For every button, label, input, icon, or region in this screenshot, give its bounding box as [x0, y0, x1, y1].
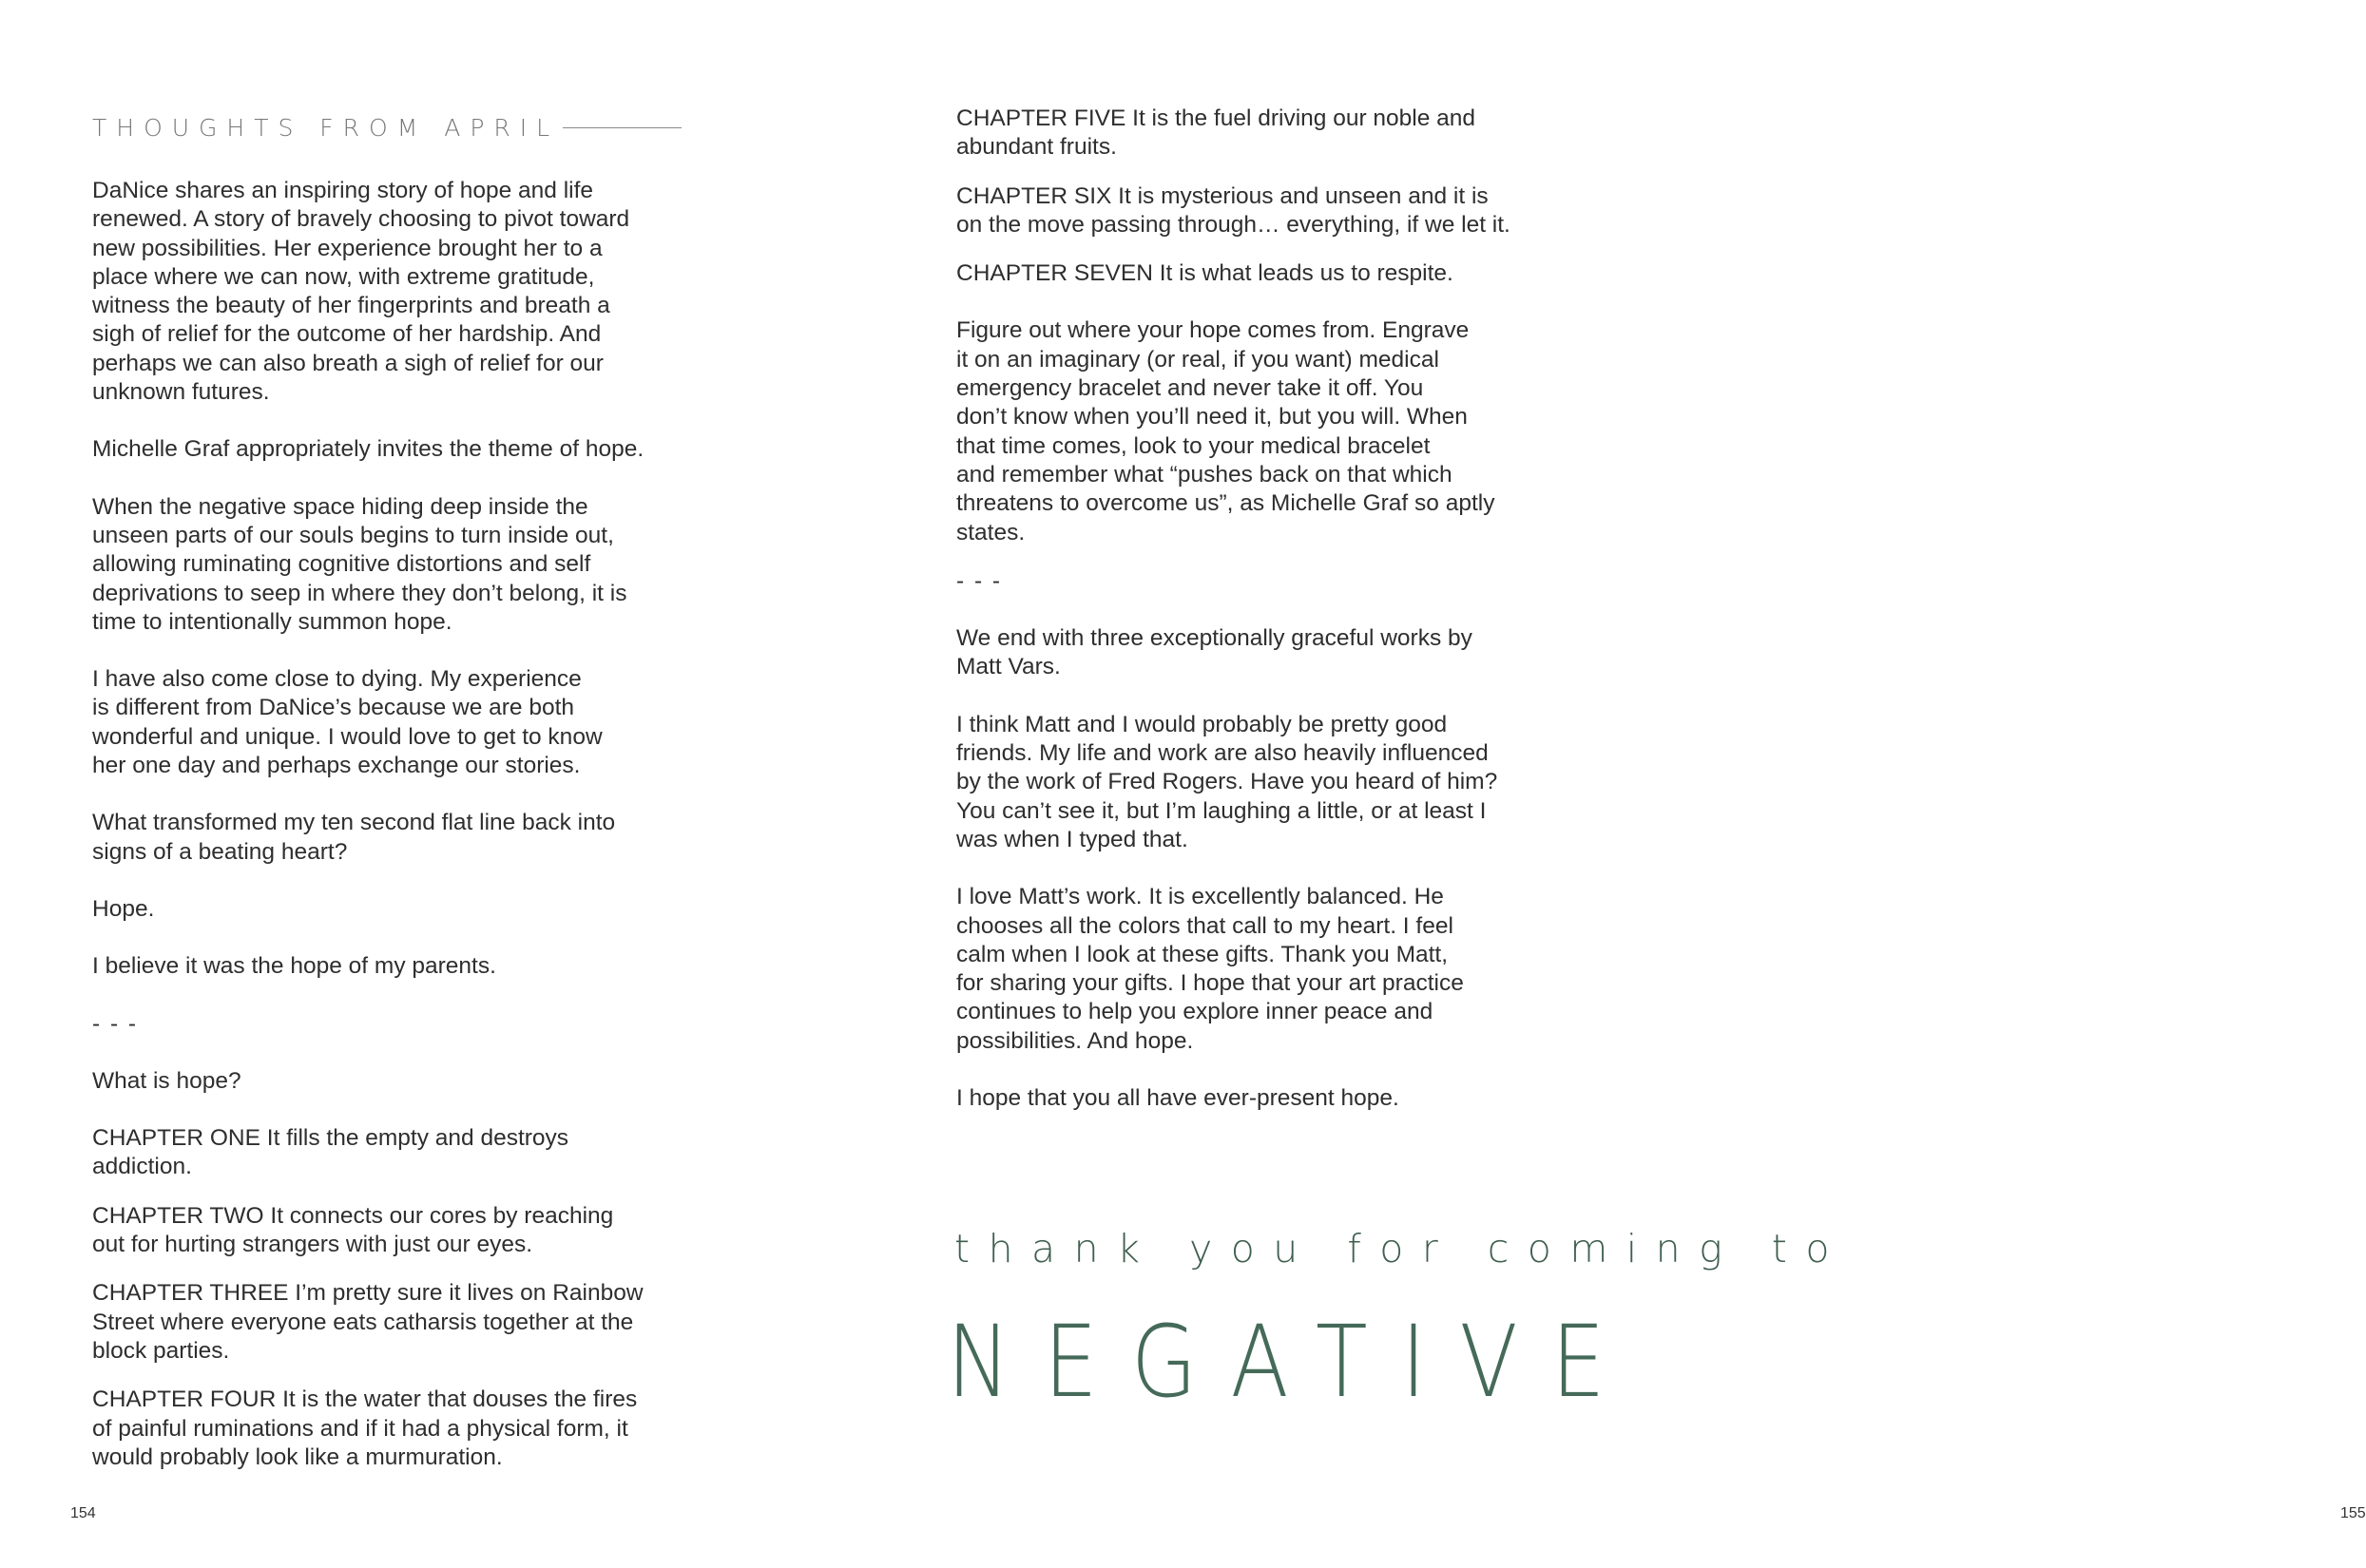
- left-page: [0, 0, 808, 1568]
- body-paragraph: We end with three exceptionally graceful works by Matt Vars.: [956, 625, 1472, 680]
- body-paragraph: I hope that you all have ever-present hope.: [956, 1085, 1399, 1112]
- chapter-paragraph: CHAPTER FIVE It is the fuel driving our noble and abundant fruits.: [956, 105, 1476, 161]
- chapter-paragraph: CHAPTER THREE I’m pretty sure it lives on Rainbow Street where everyone eats catharsis together at the block parties.: [92, 1280, 644, 1364]
- left-body-text: [92, 177, 691, 1492]
- chapter-paragraph: CHAPTER ONE It fills the empty and destroys addiction.: [92, 1125, 569, 1180]
- body-paragraph: Hope.: [92, 895, 155, 922]
- chapter-paragraph: CHAPTER SIX It is mysterious and unseen and it is on the move passing through… everything, if we let it.: [956, 182, 1510, 238]
- body-paragraph: CHAPTER SEVEN It is what leads us to respite.: [956, 260, 1453, 287]
- closing-line: thank you for coming to: [954, 1226, 1848, 1272]
- right-body-text: [956, 105, 1565, 1141]
- section-separator: - - -: [956, 567, 1003, 594]
- body-paragraph: What is hope?: [92, 1067, 241, 1094]
- body-paragraph: What transformed my ten second flat line back into signs of a beating heart?: [92, 810, 616, 865]
- body-paragraph: When the negative space hiding deep inside the unseen parts of our souls begins to turn inside out, allowing ruminating cognitive distortions and self deprivations to seep in where they don’t belong, it is time to intentionally summon hope.: [92, 493, 627, 635]
- section-title: THOUGHTS FROM APRIL: [92, 113, 560, 142]
- section-rule: [563, 127, 682, 128]
- body-paragraph: I have also come close to dying. My experience is different from DaNice’s because we are both wonderful and unique. I would love to get to know her one day and perhaps exchange our stories.: [92, 666, 603, 779]
- chapter-paragraph: CHAPTER FOUR It is the water that douses the fires of painful ruminations and if it had a physical form, it would probably look like a murmuration.: [92, 1386, 638, 1470]
- body-paragraph: I love Matt’s work. It is excellently balanced. He chooses all the colors that call to my heart. I feel calm when I look at these gifts. Thank you Matt, for sharing your gifts. I hope that your art practice continues to help you explore inner peace and possibilities. And hope.: [956, 884, 1464, 1054]
- body-paragraph: I believe it was the hope of my parents.: [92, 953, 496, 980]
- section-separator: - - -: [92, 1010, 139, 1037]
- body-paragraph: DaNice shares an inspiring story of hope and life renewed. A story of bravely choosing to pivot toward new possibilities. Her experience brought her to a place where we can now, with extreme gratitude, witness the beauty of her fingerprints and breath a sigh of relief for the outcome of her hardship. And perhaps we can also breath a sigh of relief for our unknown futures.: [92, 178, 630, 406]
- body-paragraph: I think Matt and I would probably be pretty good friends. My life and work are also heavily influenced by the work of Fred Rogers. Have you heard of him? You can’t see it, but I’m laughing a little, or at least I was when I typed that.: [956, 711, 1498, 852]
- chapter-paragraph: Figure out where your hope comes from. Engrave it on an imaginary (or real, if you want) medical emergency bracelet and never take it off. You don’t know when you’ll need it, but you will. When that time comes, look to your medical bracelet and remember what “pushes back on that which threatens to overcome us”, as Michelle Graf so aptly states.: [956, 317, 1495, 545]
- chapter-paragraph: CHAPTER TWO It connects our cores by reaching out for hurting strangers with just our eyes.: [92, 1202, 614, 1258]
- body-paragraph: Michelle Graf appropriately invites the theme of hope.: [92, 436, 644, 463]
- closing-title: NEGATIVE: [947, 1304, 1639, 1420]
- page-number-left: 154: [70, 1505, 96, 1521]
- section-header: [92, 108, 682, 146]
- page-number-right: 155: [2340, 1505, 2366, 1521]
